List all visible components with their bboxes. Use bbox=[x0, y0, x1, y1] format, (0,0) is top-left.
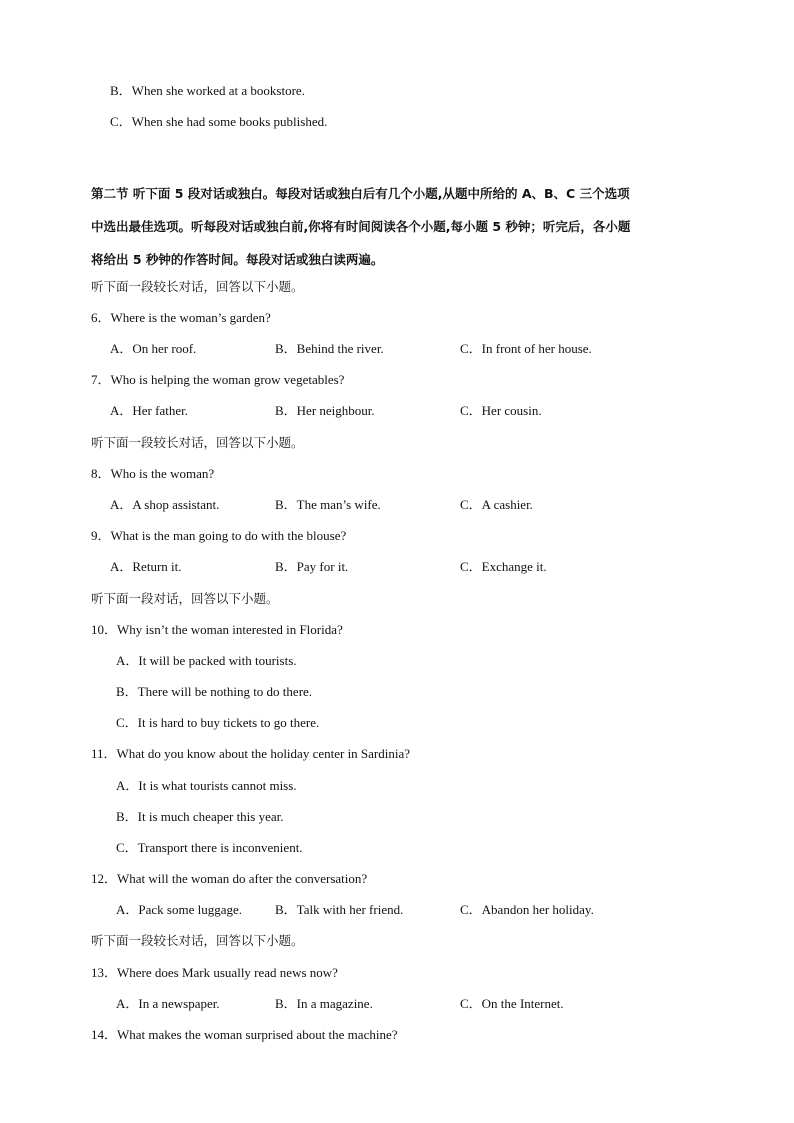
question-12: 12．What will the woman do after the conversation? bbox=[91, 871, 368, 886]
instruction-long-dialogue: 听下面一段较长对话，回答以下小题。 bbox=[91, 933, 304, 948]
question-8: 8．Who is the woman? bbox=[91, 466, 215, 481]
option-c: C．Transport there is inconvenient. bbox=[116, 840, 303, 855]
option-b: B．When she worked at a bookstore. bbox=[110, 83, 305, 98]
option-c: C．Her cousin. bbox=[460, 403, 542, 418]
option-a: A．In a newspaper. bbox=[116, 996, 220, 1011]
question-13: 13．Where does Mark usually read news now? bbox=[91, 965, 338, 980]
option-c: C．A cashier. bbox=[460, 497, 533, 512]
option-c: C．In front of her house. bbox=[460, 341, 592, 356]
option-a: A．Pack some luggage. bbox=[116, 902, 243, 917]
question-10: 10．Why isn’t the woman interested in Florida? bbox=[91, 622, 343, 637]
option-a: A．It will be packed with tourists. bbox=[116, 653, 297, 668]
question-7: 7．Who is helping the woman grow vegetables? bbox=[91, 372, 345, 387]
question-6: 6．Where is the woman’s garden? bbox=[91, 310, 271, 325]
option-a: A．Her father. bbox=[110, 403, 188, 418]
option-a: A．It is what tourists cannot miss. bbox=[116, 778, 297, 793]
option-a: A．A shop assistant. bbox=[110, 497, 220, 512]
question-14: 14．What makes the woman surprised about the machine? bbox=[91, 1027, 398, 1042]
section-line-2: 中选出最佳选项。听每段对话或独白前,你将有时间阅读各个小题,每小题 5 秒钟；听完后，各小题 bbox=[91, 219, 631, 234]
question-11: 11．What do you know about the holiday center in Sardinia? bbox=[91, 746, 411, 761]
instruction-long-dialogue: 听下面一段较长对话，回答以下小题。 bbox=[91, 435, 304, 450]
option-b: B．The man’s wife. bbox=[275, 497, 381, 512]
option-b: B．Talk with her friend. bbox=[275, 902, 404, 917]
section-line-1: 第二节 听下面 5 段对话或独白。每段对话或独白后有几个小题,从题中所给的 A、B、C 三个选项 bbox=[91, 186, 630, 201]
option-c: C．Exchange it. bbox=[460, 559, 547, 574]
option-c: C．Abandon her holiday. bbox=[460, 902, 594, 917]
option-b: B．Behind the river. bbox=[275, 341, 384, 356]
option-c: C．It is hard to buy tickets to go there. bbox=[116, 715, 320, 730]
option-b: B．Pay for it. bbox=[275, 559, 349, 574]
option-a: A．On her roof. bbox=[110, 341, 197, 356]
section-line-3: 将给出 5 秒钟的作答时间。每段对话或独白读两遍。 bbox=[91, 252, 384, 267]
option-b: B．Her neighbour. bbox=[275, 403, 375, 418]
option-c: C．When she had some books published. bbox=[110, 114, 328, 129]
option-b: B．In a magazine. bbox=[275, 996, 373, 1011]
option-c: C．On the Internet. bbox=[460, 996, 564, 1011]
option-a: A．Return it. bbox=[110, 559, 182, 574]
question-9: 9．What is the man going to do with the blouse? bbox=[91, 528, 347, 543]
option-b: B．There will be nothing to do there. bbox=[116, 684, 313, 699]
instruction-long-dialogue: 听下面一段较长对话，回答以下小题。 bbox=[91, 279, 304, 294]
instruction-dialogue: 听下面一段对话，回答以下小题。 bbox=[91, 591, 279, 606]
option-b: B．It is much cheaper this year. bbox=[116, 809, 284, 824]
